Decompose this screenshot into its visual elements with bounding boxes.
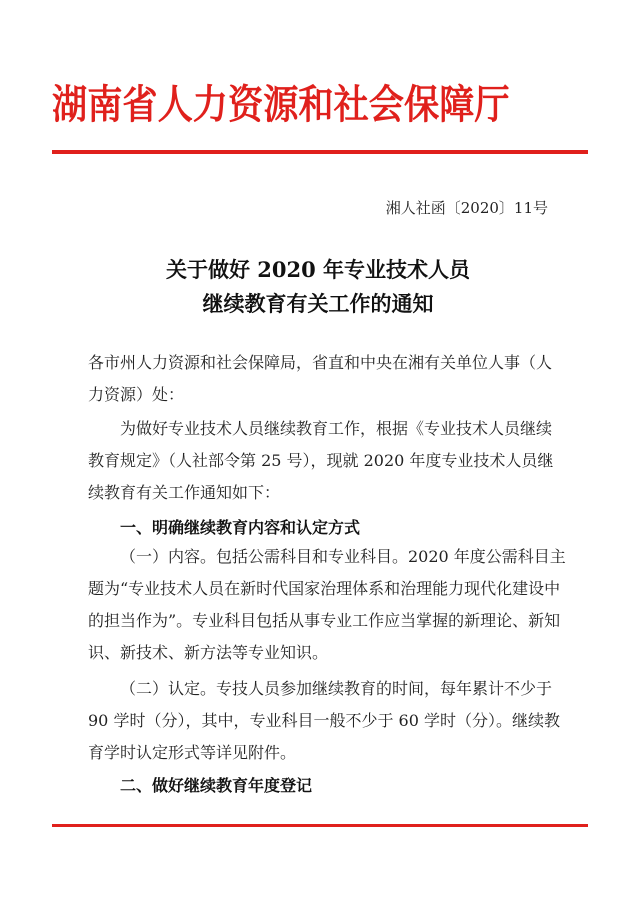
section-1-heading: 一、明确继续教育内容和认定方式 xyxy=(120,518,361,537)
issuing-authority-title: 湖南省人力资源和社会保障厅 xyxy=(52,81,510,128)
footer-red-rule xyxy=(52,824,588,827)
section-2-heading: 二、做好继续教育年度登记 xyxy=(120,776,313,795)
section-1-content-paragraph: （一）内容。包括公需科目和专业科目。2020 年度公需科目主题为“专业技术人员在新时代国家治理体系和治理能力现代化建设中的担当作为”。专业科目包括从事专业工作应当掌握的新理论、新知识、新技术、新方法等专业知识。 xyxy=(88,547,566,662)
document-title-line-2: 继续教育有关工作的通知 xyxy=(202,291,434,316)
intro-paragraph: 为做好专业技术人员继续教育工作，根据《专业技术人员继续教育规定》（人社部令第 25 号），现就 2020 年度专业技术人员继续教育有关工作通知如下： xyxy=(88,419,554,502)
section-1-recognition-paragraph: （二）认定。专技人员参加继续教育的时间，每年累计不少于 90 学时（分），其中，专业科目一般不少于 60 学时（分）。继续教育学时认定形式等详见附件。 xyxy=(88,679,560,762)
document-title-line-1: 关于做好 2020 年专业技术人员 xyxy=(165,257,471,282)
document-number: 湘人社函〔2020〕11号 xyxy=(385,199,548,217)
header-red-rule xyxy=(52,150,588,154)
addressee-paragraph: 各市州人力资源和社会保障局，省直和中央在湘有关单位人事（人力资源）处： xyxy=(88,353,553,404)
